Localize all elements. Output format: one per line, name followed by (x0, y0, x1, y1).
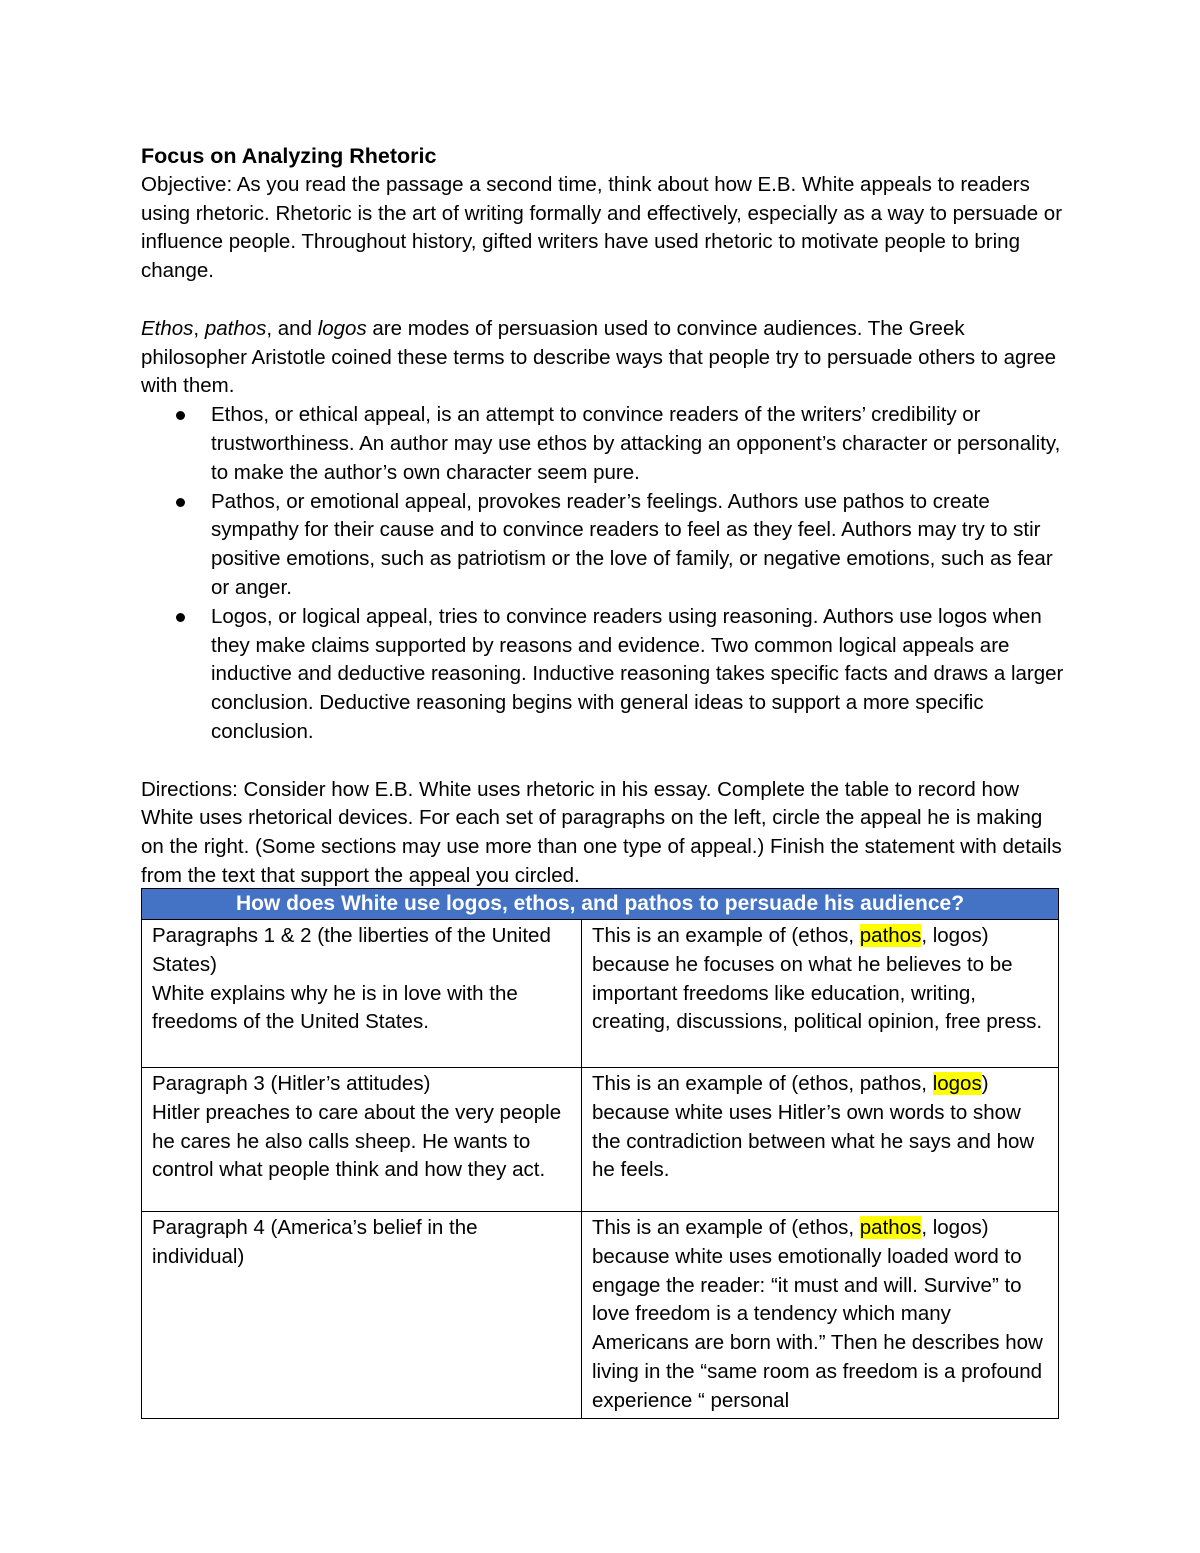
list-item-text: Pathos, or emotional appeal, provokes reader’s feelings. Authors use pathos to create sympathy for their cause and to convince readers to feel as they feel. Authors may try to stir positive emotions, such as patriotism or the love of family, or negative emotions, such as fear or anger. (211, 489, 1053, 599)
table-row (142, 920, 1059, 1068)
list-item-logos (141, 603, 1066, 747)
table-header-row (142, 889, 1059, 920)
paragraph-title: Paragraph 3 (Hitler’s attitudes) (152, 1072, 431, 1095)
appeal-prompt-end: ) (981, 1072, 989, 1095)
appeal-prompt: This is an example of (ethos, (592, 924, 860, 947)
list-item-text: Logos, or logical appeal, tries to convince readers using reasoning. Authors use logos when they make claims supported by reasons and evidence. Two common logical appeals are inductive and deductive reasoning. Inductive reasoning takes specific facts and draws a larger conclusion. Deductive reasoning begins with general ideas to support a more specific conclusion. (211, 604, 1064, 743)
selected-appeal: pathos (859, 924, 922, 947)
selected-appeal: pathos (859, 1216, 922, 1239)
appeal-cell (582, 920, 1059, 1068)
term-pathos: pathos (204, 316, 267, 340)
paragraph-cell (142, 1212, 582, 1419)
table-row (142, 1068, 1059, 1212)
appeal-explanation: because he focuses on what he believes to be important freedoms like education, writing, creating, discussions, political opinion, free press. (592, 952, 1043, 1034)
paragraph-cell (142, 920, 582, 1068)
paragraph-summary: Hitler preaches to care about the very people he cares he also calls sheep. He wants to control what people think and how they act. (152, 1100, 562, 1182)
appeal-prompt-end: , logos) (921, 1216, 989, 1239)
bullet-icon (176, 411, 185, 420)
appeal-prompt: This is an example of (ethos, (592, 1216, 860, 1239)
bullet-icon (176, 613, 185, 622)
table-header: How does White use logos, ethos, and pathos to persuade his audience? (142, 889, 1059, 920)
appeal-prompt-end: , logos) (921, 924, 989, 947)
list-item-pathos (141, 488, 1066, 603)
modes-paragraph (141, 315, 1066, 401)
spacer (141, 286, 1066, 315)
bullet-icon (176, 498, 185, 507)
page-title: Focus on Analyzing Rhetoric (141, 144, 437, 168)
paragraph-title: Paragraph 4 (America’s belief in the individual) (152, 1216, 478, 1268)
objective-paragraph: Objective: As you read the passage a second time, think about how E.B. White appeals to readers using rhetoric. Rhetoric is the art of writing formally and effectively, especially as a way to persuade or influence people. Throughout history, gifted writers have used rhetoric to motivate people to bring change. (141, 172, 1063, 283)
list-item-ethos (141, 401, 1066, 487)
document-body (141, 142, 1066, 891)
selected-appeal: logos (932, 1072, 982, 1095)
spacer (141, 747, 1066, 776)
appeal-explanation: because white uses Hitler’s own words to show the contradiction between what he says and how he feels. (592, 1100, 1035, 1182)
modes-separator: , (193, 316, 205, 340)
appeals-table (141, 888, 1059, 1419)
appeal-cell (582, 1212, 1059, 1419)
appeal-prompt: This is an example of (ethos, pathos, (592, 1072, 933, 1095)
directions-paragraph: Directions: Consider how E.B. White uses rhetoric in his essay. Complete the table to record how White uses rhetorical devices. For each set of paragraphs on the left, circle the appeal he is making on the right. (Some sections may use more than one type of appeal.) Finish the statement with details from the text that support the appeal you circled. (141, 777, 1062, 887)
paragraph-summary: White explains why he is in love with the freedoms of the United States. (152, 981, 518, 1034)
term-logos: logos (317, 316, 367, 340)
modes-description: are modes of persuasion used to convince audiences. The Greek philosopher Aristotle coined these terms to describe ways that people try to persuade others to agree with them. (141, 316, 1057, 398)
paragraph-title: Paragraphs 1 & 2 (the liberties of the United States) (152, 924, 551, 976)
appeal-cell (582, 1068, 1059, 1212)
table-row (142, 1212, 1059, 1419)
modes-separator: , and (266, 316, 318, 340)
appeal-explanation: because white uses emotionally loaded word to engage the reader: “it must and will. Survive” to love freedom is a tendency which many Americans are born with.” Then he describes how living in the “same room as freedom is a profound experience “ personal (592, 1244, 1043, 1412)
appeal-list (141, 401, 1066, 747)
list-item-text: Ethos, or ethical appeal, is an attempt to convince readers of the writers’ credibility or trustworthiness. An author may use ethos by attacking an opponent’s character or personality, to make the author’s own character seem pure. (211, 403, 1061, 484)
paragraph-cell (142, 1068, 582, 1212)
term-ethos: Ethos (141, 316, 194, 340)
